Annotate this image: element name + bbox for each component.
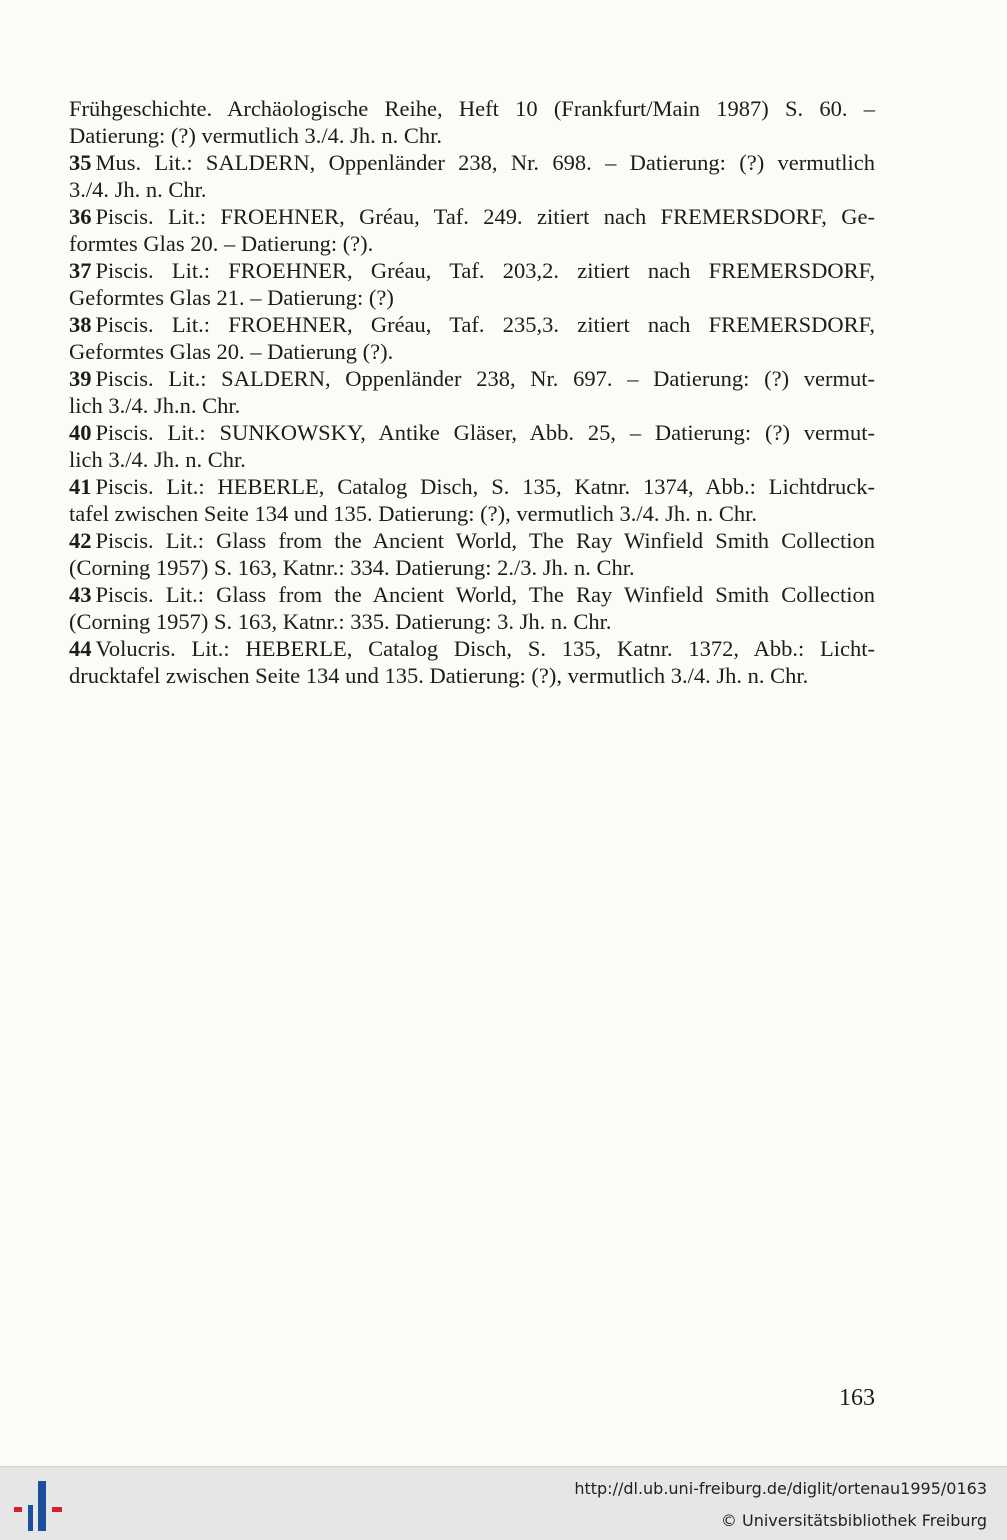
text-line: [69, 446, 875, 473]
permalink-url[interactable]: http://dl.ub.uni-freiburg.de/diglit/ortenau1995/0163: [574, 1479, 987, 1498]
text-line: [69, 635, 875, 662]
line-text: (Corning 1957) S. 163, Katnr.: 335. Datierung: 3. Jh. n. Chr.: [69, 609, 612, 634]
footnote-number: 42: [69, 528, 92, 553]
text-line: [69, 608, 875, 635]
line-text: Piscis. Lit.: Glass from the Ancient World, The Ray Winfield Smith Collection: [95, 528, 875, 553]
text-line: [69, 473, 875, 500]
text-line: [69, 527, 875, 554]
footnote-number: 38: [69, 312, 92, 337]
line-text: Datierung: (?) vermutlich 3./4. Jh. n. Chr.: [69, 123, 443, 148]
ub-freiburg-logo-icon: [12, 1477, 66, 1533]
library-footer: [0, 1466, 1007, 1540]
line-text: Piscis. Lit.: SALDERN, Oppenländer 238, Nr. 697. – Datierung: (?) vermut-: [95, 366, 875, 391]
page-number: 163: [839, 1385, 875, 1411]
line-text: Volucris. Lit.: HEBERLE, Catalog Disch, S. 135, Katnr. 1372, Abb.: Licht-: [95, 636, 875, 661]
line-text: 3./4. Jh. n. Chr.: [69, 177, 207, 202]
text-line: [69, 284, 875, 311]
line-text: Mus. Lit.: SALDERN, Oppenländer 238, Nr. 698. – Datierung: (?) vermutlich: [95, 150, 875, 175]
footnote-number: 39: [69, 366, 92, 391]
line-text: Piscis. Lit.: FROEHNER, Gréau, Taf. 235,3. zitiert nach FREMERSDORF,: [95, 312, 875, 337]
line-text: Geformtes Glas 20. – Datierung (?).: [69, 339, 394, 364]
text-line: [69, 554, 875, 581]
footnote-number: 36: [69, 204, 92, 229]
footnote-number: 44: [69, 636, 92, 661]
line-text: lich 3./4. Jh. n. Chr.: [69, 447, 246, 472]
copyright-notice: © Universitätsbibliothek Freiburg: [720, 1511, 987, 1530]
text-line: [69, 419, 875, 446]
text-line: [69, 257, 875, 284]
line-text: Piscis. Lit.: FROEHNER, Gréau, Taf. 203,2. zitiert nach FREMERSDORF,: [95, 258, 875, 283]
line-text: Piscis. Lit.: Glass from the Ancient World, The Ray Winfield Smith Collection: [95, 582, 875, 607]
text-line: [69, 203, 875, 230]
line-text: Geformtes Glas 21. – Datierung: (?): [69, 285, 394, 310]
footnote-number: 43: [69, 582, 92, 607]
line-text: Piscis. Lit.: SUNKOWSKY, Antike Gläser, Abb. 25, – Datierung: (?) vermut-: [95, 420, 875, 445]
footnote-number: 41: [69, 474, 92, 499]
text-line: [69, 392, 875, 419]
footnote-list: [69, 95, 875, 689]
line-text: lich 3./4. Jh.n. Chr.: [69, 393, 241, 418]
text-line: [69, 581, 875, 608]
line-text: Frühgeschichte. Archäologische Reihe, Heft 10 (Frankfurt/Main 1987) S. 60. –: [69, 96, 875, 121]
line-text: (Corning 1957) S. 163, Katnr.: 334. Datierung: 2./3. Jh. n. Chr.: [69, 555, 635, 580]
footnote-number: 40: [69, 420, 92, 445]
text-line: [69, 230, 875, 257]
text-line: [69, 176, 875, 203]
text-line: [69, 95, 875, 122]
footnote-number: 35: [69, 150, 92, 175]
line-text: drucktafel zwischen Seite 134 und 135. Datierung: (?), vermutlich 3./4. Jh. n. Chr.: [69, 663, 809, 688]
line-text: Piscis. Lit.: FROEHNER, Gréau, Taf. 249. zitiert nach FREMERSDORF, Ge-: [95, 204, 875, 229]
text-line: [69, 311, 875, 338]
line-text: tafel zwischen Seite 134 und 135. Datierung: (?), vermutlich 3./4. Jh. n. Chr.: [69, 501, 757, 526]
text-line: [69, 500, 875, 527]
line-text: formtes Glas 20. – Datierung: (?).: [69, 231, 374, 256]
text-line: [69, 122, 875, 149]
text-line: [69, 662, 875, 689]
text-line: [69, 149, 875, 176]
footnote-number: 37: [69, 258, 92, 283]
line-text: Piscis. Lit.: HEBERLE, Catalog Disch, S. 135, Katnr. 1374, Abb.: Lichtdruck-: [95, 474, 875, 499]
text-line: [69, 365, 875, 392]
text-line: [69, 338, 875, 365]
